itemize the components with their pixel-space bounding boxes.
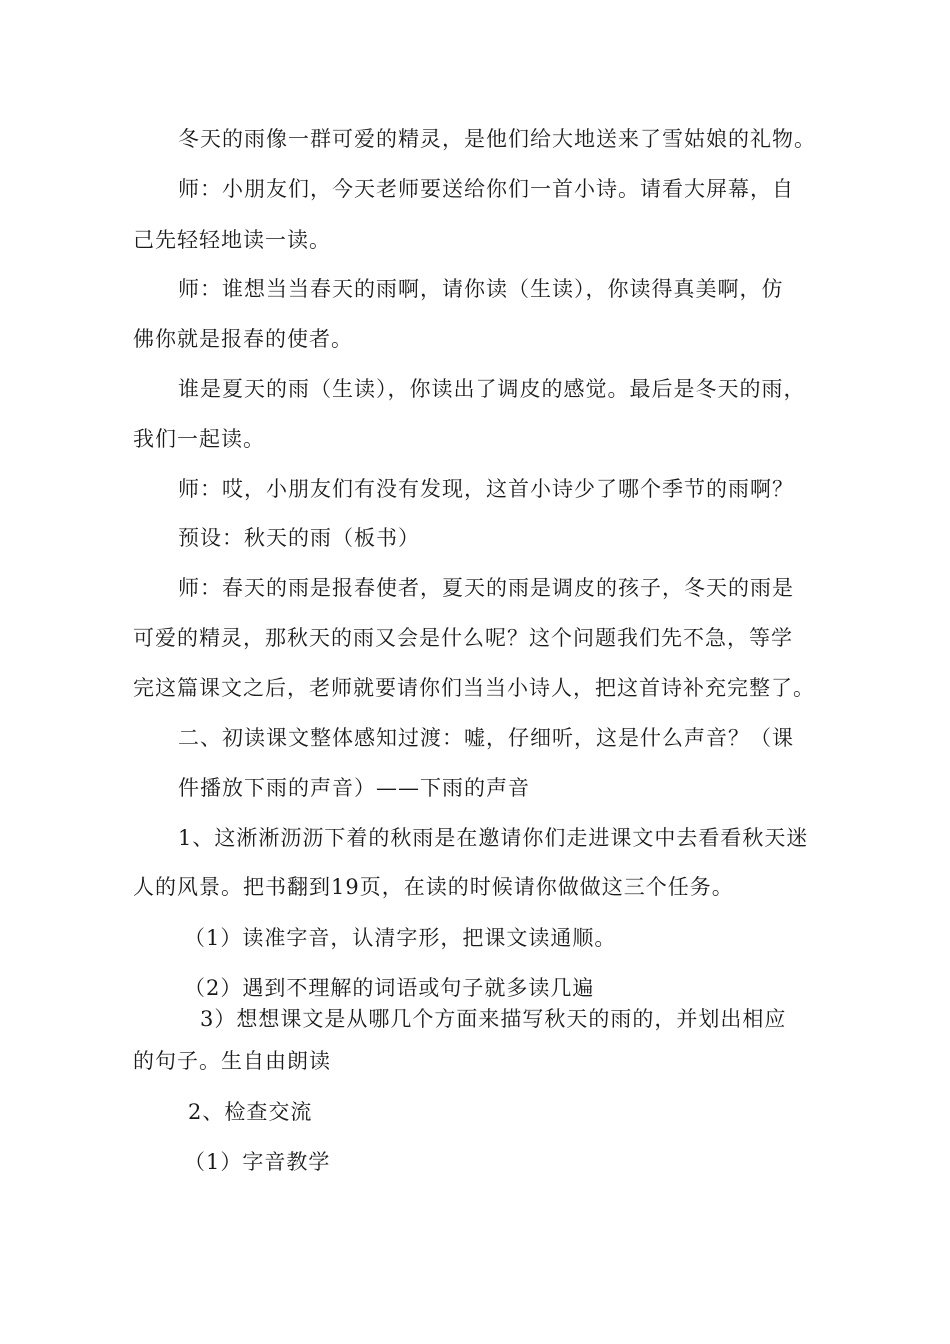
paragraph-line: 师：哎，小朋友们有没有发现，这首小诗少了哪个季节的雨啊？ <box>178 477 794 501</box>
paragraph-line: 完这篇课文之后，老师就要请你们当当小诗人，把这首诗补充完整了。 <box>133 676 815 700</box>
paragraph-line: 冬天的雨像一群可爱的精灵，是他们给大地送来了雪姑娘的礼物。 <box>178 127 816 151</box>
paragraph-line: 我们一起读。 <box>133 427 265 451</box>
paragraph-line: 师：春天的雨是报春使者，夏天的雨是调皮的孩子，冬天的雨是 <box>178 576 794 600</box>
paragraph-line: 预设：秋天的雨（板书） <box>178 526 420 550</box>
paragraph-line: 师：谁想当当春天的雨啊，请你读（生读），你读得真美啊，仿 <box>178 277 784 301</box>
paragraph-line: 二、初读课文整体感知过渡：嘘，仔细听，这是什么声音？（课 <box>178 726 794 750</box>
paragraph-line: 件播放下雨的声音）——下雨的声音 <box>178 776 530 800</box>
paragraph-line: 人的风景。把书翻到19页，在读的时候请你做做这三个任务。 <box>133 875 734 899</box>
paragraph-line: 的句子。生自由朗读 <box>133 1049 331 1073</box>
paragraph-line: （1）字音教学 <box>184 1150 331 1174</box>
paragraph-line: 可爱的精灵，那秋天的雨又会是什么呢？这个问题我们先不急，等学 <box>133 626 793 650</box>
paragraph-line: 师：小朋友们，今天老师要送给你们一首小诗。请看大屏幕，自 <box>178 177 794 201</box>
paragraph-line: 2、检查交流 <box>188 1100 313 1124</box>
paragraph-line: 佛你就是报春的使者。 <box>133 327 353 351</box>
paragraph-line: 己先轻轻地读一读。 <box>133 228 331 252</box>
paragraph-line: 1、这淅淅沥沥下着的秋雨是在邀请你们走进课文中去看看秋天迷 <box>178 826 809 850</box>
paragraph-line: （2）遇到不理解的词语或句子就多读几遍 <box>184 976 595 1000</box>
paragraph-line: （1）读准字音，认清字形，把课文读通顺。 <box>184 926 617 950</box>
paragraph-line: 谁是夏天的雨（生读），你读出了调皮的感觉。最后是冬天的雨， <box>178 377 806 401</box>
paragraph-line: 3）想想课文是从哪几个方面来描写秋天的雨的，并划出相应 <box>200 1007 787 1031</box>
